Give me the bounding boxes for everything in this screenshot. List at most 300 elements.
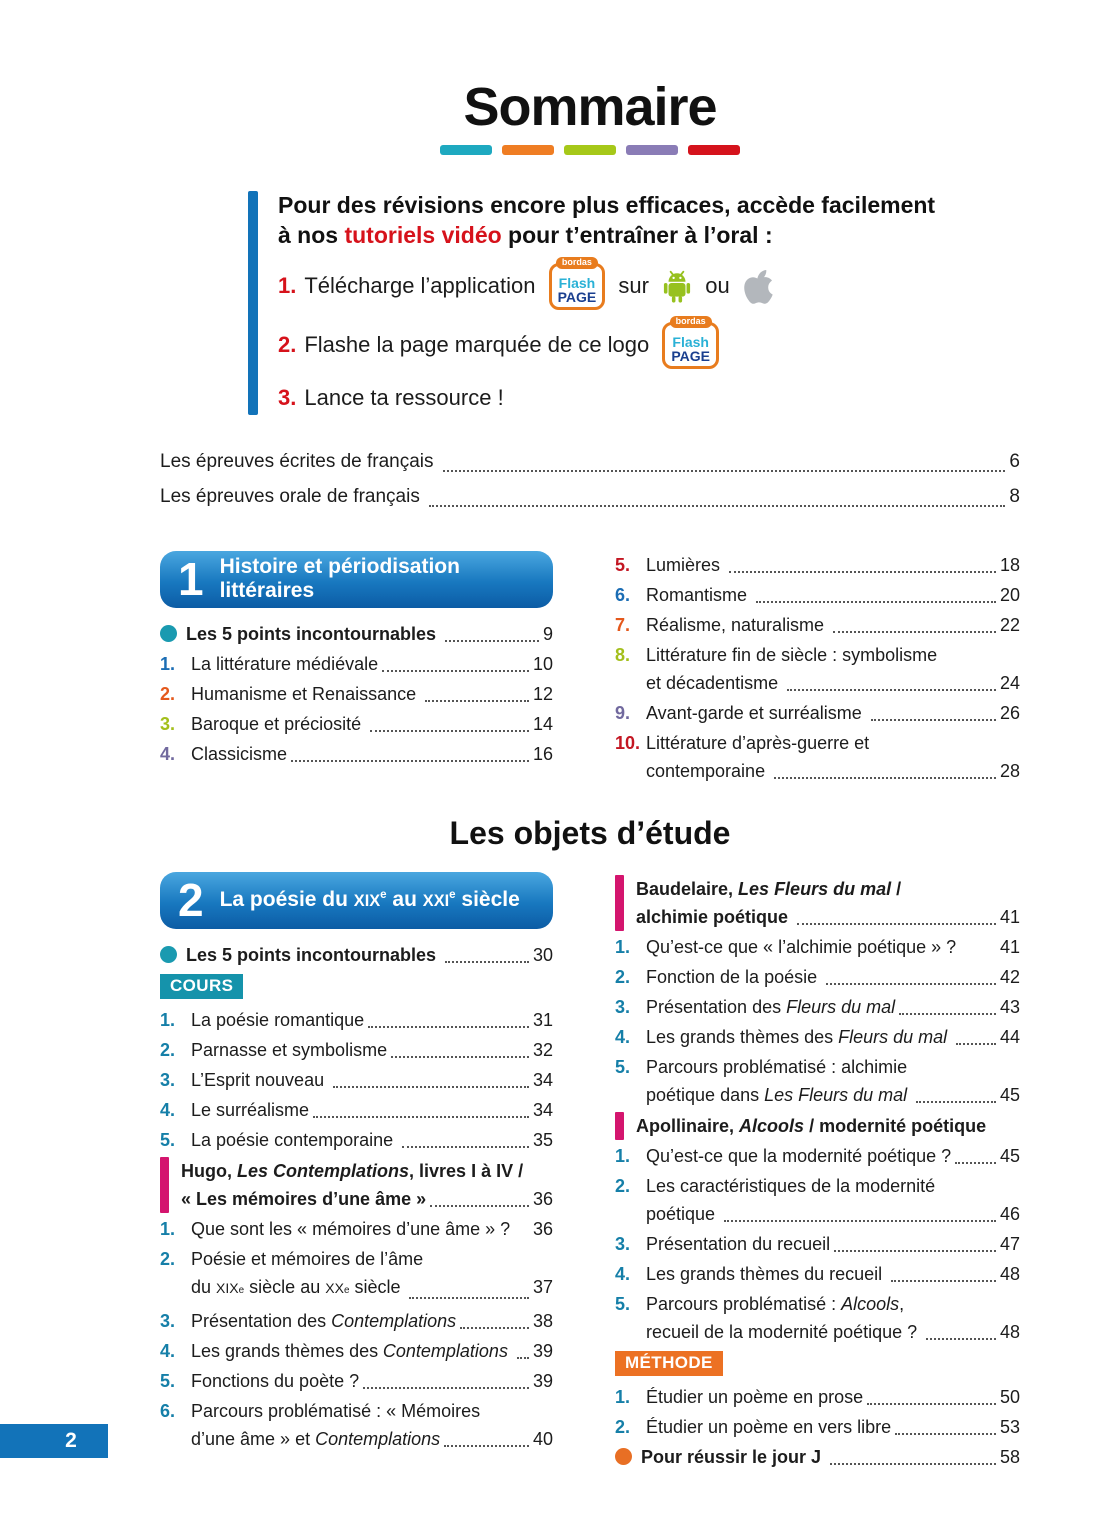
section-2-right-column	[615, 872, 1020, 1473]
entry-page: 58	[999, 1446, 1020, 1467]
entry-body	[160, 480, 1020, 513]
entry-body	[646, 1290, 1020, 1346]
text-segment: Baroque et préciosité	[191, 713, 367, 734]
title-bar	[440, 145, 492, 155]
toc-entry	[615, 1290, 1020, 1346]
text-segment: Présentation des	[646, 996, 787, 1017]
dot-leader	[774, 777, 996, 779]
entry-page: 34	[532, 1069, 553, 1090]
entry-number: 3.	[160, 1310, 176, 1331]
entry-page: 28	[999, 760, 1020, 781]
entry-number: 8.	[615, 644, 631, 665]
toc-entry	[615, 1230, 1020, 1258]
entry-line	[636, 1112, 1020, 1140]
entry-line	[646, 1413, 1020, 1441]
text-segment: Fonctions du poète ?	[191, 1370, 360, 1391]
text-segment: XIX	[353, 892, 381, 911]
entry-body	[191, 1066, 553, 1094]
entry-body	[636, 875, 1020, 931]
dot-leader	[895, 1433, 996, 1435]
text-segment: et décadentisme	[646, 672, 784, 693]
badge-row	[615, 1351, 1020, 1376]
entry-line	[191, 740, 553, 768]
title-bar	[626, 145, 678, 155]
entry-line	[186, 941, 553, 969]
entry-line	[646, 1200, 1020, 1228]
dot-leader	[382, 670, 529, 672]
text-segment: Pour réussir le jour J	[641, 1446, 827, 1467]
text-segment: Les Fleurs du mal	[738, 878, 892, 899]
entry-body	[191, 1006, 553, 1034]
toc-entry	[615, 611, 1020, 639]
text-segment: Contemplations	[382, 1340, 508, 1361]
text-segment: Lumières	[646, 554, 726, 575]
entry-body	[646, 699, 1020, 727]
toc-entry	[160, 1307, 553, 1335]
text-segment: Les Contemplations	[237, 1160, 410, 1181]
entry-body	[646, 641, 1020, 697]
toc-entry	[160, 620, 553, 648]
text-segment: La poésie romantique	[191, 1009, 365, 1030]
text-segment: /	[891, 878, 902, 899]
entry-page: 38	[532, 1310, 553, 1331]
entry-line	[646, 581, 1020, 609]
text-segment: du	[191, 1276, 217, 1297]
entry-line	[160, 480, 1020, 513]
intro-box	[248, 191, 1020, 415]
entry-body	[191, 680, 553, 708]
dot-leader	[445, 640, 539, 642]
entry-page: 34	[532, 1099, 553, 1120]
text-segment: ou	[699, 273, 736, 299]
entry-number: 5.	[615, 1293, 631, 1314]
text-segment: Littérature fin de siècle : symbolisme	[646, 644, 938, 665]
entry-number: 2.	[160, 1039, 176, 1060]
entry-line	[646, 729, 1020, 757]
entry-line	[160, 445, 1020, 478]
dot-leader	[313, 1116, 529, 1118]
entry-body	[191, 1096, 553, 1124]
bullet-icon	[160, 946, 177, 963]
entry-number: 2.	[160, 683, 176, 704]
entry-line	[636, 875, 1020, 903]
entry-number: 6.	[160, 1400, 176, 1421]
entry-line	[191, 1425, 553, 1453]
section-1-left-entries	[160, 620, 553, 768]
entry-page: 53	[999, 1416, 1020, 1437]
entry-line	[191, 1066, 553, 1094]
intro-lead-text	[278, 191, 935, 251]
entry-line	[191, 1036, 553, 1064]
text-segment: e	[238, 1284, 245, 1296]
dot-leader	[756, 601, 996, 603]
toc-entry	[615, 551, 1020, 579]
toc-entry	[160, 1066, 553, 1094]
title-underline-bars	[160, 145, 1020, 155]
entry-line	[646, 1081, 1020, 1109]
intro-body	[278, 191, 935, 415]
text-segment: Les 5 points incontournables	[186, 944, 442, 965]
entry-body	[646, 581, 1020, 609]
entry-number: 5.	[615, 1056, 631, 1077]
text-segment: Les épreuves orale de français	[160, 485, 426, 507]
entry-body	[191, 1307, 553, 1335]
dot-leader	[425, 700, 529, 702]
dot-leader	[955, 1162, 996, 1164]
toc-entry	[160, 650, 553, 678]
entry-line	[191, 1215, 553, 1243]
section-1-header	[160, 551, 553, 608]
entry-line	[646, 993, 1020, 1021]
section-2-grid	[160, 872, 1020, 1473]
text-segment: « Les mémoires d’une âme »	[181, 1188, 427, 1209]
section-title	[220, 888, 520, 912]
entry-page: 42	[999, 966, 1020, 987]
text-segment: Réalisme, naturalisme	[646, 614, 830, 635]
toc-entry	[615, 581, 1020, 609]
entry-line	[646, 1053, 1020, 1081]
dot-leader	[444, 1445, 529, 1447]
title-bar	[502, 145, 554, 155]
text-segment: littéraires	[219, 579, 315, 603]
page-number-bar	[0, 1424, 108, 1458]
section-1-right-entries	[615, 551, 1020, 785]
section-title	[220, 555, 460, 603]
entry-page: 43	[999, 996, 1020, 1017]
title-bar	[688, 145, 740, 155]
entry-number: 7.	[615, 614, 631, 635]
text-segment: Avant-garde et surréalisme	[646, 702, 867, 723]
bullet-icon	[160, 625, 177, 642]
toc-entry	[615, 729, 1020, 785]
text-segment: alchimie poétique	[636, 906, 794, 927]
apple-icon	[741, 267, 773, 305]
text-segment: Contemplations	[331, 1310, 457, 1331]
toc-entry	[160, 1157, 553, 1213]
entry-line	[646, 1172, 1020, 1200]
toc-entry	[615, 699, 1020, 727]
entry-page: 45	[999, 1145, 1020, 1166]
step-text	[304, 256, 777, 310]
entry-line	[191, 1367, 553, 1395]
text-segment: La littérature médiévale	[191, 653, 379, 674]
badge-methode: MÉTHODE	[615, 1351, 723, 1376]
toc-entry	[615, 1112, 1020, 1140]
dot-leader	[517, 1357, 529, 1359]
section-number: 1	[178, 553, 204, 606]
toc-entry	[160, 1337, 553, 1365]
entry-body	[636, 1112, 1020, 1140]
step-text	[304, 315, 726, 369]
section-1-left-column	[160, 551, 553, 770]
entry-body	[191, 1126, 553, 1154]
toc-entry	[160, 740, 553, 768]
entry-line	[646, 699, 1020, 727]
text-segment: siècle	[455, 888, 520, 912]
text-segment: siècle au	[244, 1276, 326, 1297]
entry-page: 16	[532, 743, 553, 764]
entry-body	[191, 710, 553, 738]
text-segment: siècle	[349, 1276, 406, 1297]
entry-page: 36	[532, 1188, 553, 1209]
dot-leader	[443, 470, 1006, 472]
entry-body	[181, 1157, 553, 1213]
text-segment: Hugo,	[181, 1160, 237, 1181]
entry-number: 4.	[160, 1099, 176, 1120]
dot-leader	[867, 1403, 996, 1405]
entry-page: 36	[532, 1218, 553, 1239]
entry-body	[646, 729, 1020, 785]
entry-body	[646, 993, 1020, 1021]
toc-entry	[615, 1260, 1020, 1288]
toc-entry	[160, 1036, 553, 1064]
entry-number: 1.	[615, 1386, 631, 1407]
entry-body	[191, 650, 553, 678]
text-segment: Apollinaire,	[636, 1115, 740, 1136]
toc-entry	[615, 1142, 1020, 1170]
toc-entry	[160, 1006, 553, 1034]
text-segment: Les grands thèmes du recueil	[646, 1263, 888, 1284]
entry-line	[646, 1230, 1020, 1258]
text-segment: Flashe la page marquée de ce logo	[304, 332, 656, 358]
entry-number: 5.	[160, 1129, 176, 1150]
step-number: 3.	[278, 384, 297, 410]
text-segment: Présentation des	[191, 1310, 332, 1331]
entry-line	[191, 650, 553, 678]
entry-body	[646, 963, 1020, 991]
dot-leader	[370, 730, 529, 732]
text-segment: Qu’est-ce que la modernité poétique ?	[646, 1145, 952, 1166]
text-segment: Pour des révisions encore plus efficaces, accède facilement	[278, 192, 936, 218]
toc-entry	[160, 1126, 553, 1154]
dot-leader	[460, 1327, 529, 1329]
entry-number: 5.	[615, 554, 631, 575]
text-segment: Qu’est-ce que « l’alchimie poétique » ?	[646, 936, 962, 957]
dot-leader	[409, 1297, 528, 1299]
dot-leader	[833, 631, 996, 633]
toc-top-list	[160, 445, 1020, 513]
entry-line	[646, 933, 1020, 961]
entry-number: 3.	[160, 713, 176, 734]
entry-line	[646, 1260, 1020, 1288]
flashpage-bordas-tab: bordas	[670, 316, 712, 328]
toc-entry	[160, 1096, 553, 1124]
entry-page: 41	[999, 906, 1020, 927]
text-segment: Baudelaire,	[636, 878, 739, 899]
text-segment: L’Esprit nouveau	[191, 1069, 330, 1090]
entry-number: 1.	[160, 1218, 176, 1239]
text-segment: ,	[899, 1293, 905, 1314]
entry-page: 40	[532, 1428, 553, 1449]
text-segment: à nos	[278, 221, 345, 248]
toc-entry	[160, 1397, 553, 1453]
entry-line	[646, 551, 1020, 579]
toc-entry	[160, 680, 553, 708]
entry-number: 4.	[160, 743, 176, 764]
flashpage-page-text: PAGE	[671, 347, 711, 364]
dot-leader	[926, 1338, 996, 1340]
text-segment: Contemplations	[315, 1428, 441, 1449]
entry-page: 48	[999, 1263, 1020, 1284]
entry-page: 32	[532, 1039, 553, 1060]
text-segment: Romantisme	[646, 584, 753, 605]
section-accent-bar	[615, 1112, 624, 1140]
entry-line	[186, 620, 553, 648]
page-title: Sommaire	[463, 77, 717, 137]
entry-body	[646, 1230, 1020, 1258]
text-segment: Fonction de la poésie	[646, 966, 823, 987]
toc-entry	[615, 1443, 1020, 1471]
entry-page: 47	[999, 1233, 1020, 1254]
entry-line	[191, 1337, 553, 1365]
entry-body	[646, 1260, 1020, 1288]
entry-page: 14	[532, 713, 553, 734]
text-segment: Que sont les « mémoires d’une âme » ?	[191, 1218, 516, 1239]
toc-entry	[160, 445, 1020, 478]
entry-body	[191, 1215, 553, 1243]
text-segment: d’une âme » et	[191, 1428, 316, 1449]
text-segment: poétique dans	[646, 1084, 765, 1105]
text-segment: e	[449, 889, 456, 902]
text-segment: Poésie et mémoires de l’âme	[191, 1248, 424, 1269]
toc-entry	[160, 480, 1020, 513]
page-number: 2	[65, 1429, 77, 1452]
entry-number: 4.	[615, 1026, 631, 1047]
entry-line	[646, 1142, 1020, 1170]
toc-entry	[615, 1383, 1020, 1411]
entry-line	[646, 611, 1020, 639]
text-segment	[907, 1081, 912, 1109]
toc-entry	[615, 933, 1020, 961]
toc-entry	[615, 993, 1020, 1021]
toc-entry	[615, 963, 1020, 991]
entry-page: 18	[999, 554, 1020, 575]
text-segment: Humanisme et Renaissance	[191, 683, 422, 704]
text-segment: , livres I à IV /	[409, 1160, 524, 1181]
bullet-icon	[615, 1448, 632, 1465]
text-segment	[508, 1337, 513, 1365]
text-segment: Lance ta ressource !	[304, 384, 504, 410]
flashpage-flash-text: Flash	[558, 274, 596, 291]
entry-line	[636, 903, 1020, 931]
entry-line	[191, 1307, 553, 1335]
text-segment: Parcours problématisé : « Mémoires	[191, 1400, 481, 1421]
android-icon	[660, 267, 694, 305]
entry-number: 1.	[615, 936, 631, 957]
section-accent-bar	[160, 1157, 169, 1213]
entry-line	[646, 1318, 1020, 1346]
entry-page: 37	[532, 1276, 553, 1297]
entry-line	[646, 641, 1020, 669]
entry-number: 1.	[160, 653, 176, 674]
entry-number: 10.	[615, 732, 641, 753]
text-segment: Étudier un poème en prose	[646, 1386, 864, 1407]
flashpage-logo	[549, 256, 606, 310]
entry-body	[646, 1413, 1020, 1441]
entry-body	[191, 1036, 553, 1064]
dot-leader	[830, 1463, 996, 1465]
text-segment: / modernité poétique	[804, 1115, 987, 1136]
intro-step	[278, 315, 935, 369]
entry-page: 9	[542, 623, 553, 644]
text-segment: Fleurs du mal	[786, 996, 896, 1017]
dot-leader	[368, 1026, 529, 1028]
text-segment: XX	[325, 1279, 344, 1296]
entry-page: 46	[999, 1203, 1020, 1224]
entry-line	[191, 1273, 553, 1305]
flashpage-logo	[662, 315, 719, 369]
entry-number: 3.	[615, 1233, 631, 1254]
dot-leader	[363, 1387, 529, 1389]
entry-number: 5.	[160, 1370, 176, 1391]
text-segment: La poésie du	[219, 888, 354, 912]
dot-leader	[429, 505, 1005, 507]
entry-line	[191, 1096, 553, 1124]
step-text	[304, 385, 503, 411]
text-segment	[947, 1023, 952, 1051]
dot-leader	[391, 1056, 529, 1058]
entry-page: 50	[999, 1386, 1020, 1407]
text-segment: au	[386, 888, 423, 912]
entry-body	[641, 1443, 1020, 1471]
entry-number: 6.	[615, 584, 631, 605]
entry-body	[160, 445, 1020, 478]
text-segment: Les Fleurs du mal	[764, 1084, 908, 1105]
objets-detude-heading: Les objets d’étude	[449, 814, 731, 851]
entry-page: 31	[532, 1009, 553, 1030]
title-bar	[564, 145, 616, 155]
entry-page: 39	[532, 1370, 553, 1391]
text-segment: e	[343, 1284, 350, 1296]
entry-page: 22	[999, 614, 1020, 635]
entry-line	[191, 680, 553, 708]
text-segment: Classicisme	[191, 743, 288, 764]
dot-leader	[729, 571, 996, 573]
entry-line	[191, 710, 553, 738]
entry-line	[191, 1126, 553, 1154]
entry-page: 10	[532, 653, 553, 674]
section-1-right-column	[615, 551, 1020, 787]
entry-page: 45	[999, 1084, 1020, 1105]
dot-leader	[834, 1250, 996, 1252]
text-segment: Parcours problématisé :	[646, 1293, 842, 1314]
flashpage-page-text: PAGE	[557, 288, 597, 305]
text-segment: XXI	[422, 892, 450, 911]
entry-line	[646, 963, 1020, 991]
text-segment: e	[380, 889, 387, 902]
text-segment: Le surréalisme	[191, 1099, 310, 1120]
entry-body	[646, 1142, 1020, 1170]
entry-body	[646, 1023, 1020, 1051]
badge-row	[160, 974, 553, 999]
text-segment: Fleurs du mal	[838, 1026, 948, 1047]
toc-entry	[615, 1172, 1020, 1228]
text-segment: pour t’entraîner à l’oral :	[501, 221, 773, 248]
entry-body	[646, 611, 1020, 639]
text-segment: poétique	[646, 1203, 721, 1224]
text-segment: Les grands thèmes des	[191, 1340, 384, 1361]
dot-leader	[333, 1086, 529, 1088]
entry-body	[646, 933, 1020, 961]
intro-step	[278, 381, 935, 415]
entry-number: 1.	[615, 1145, 631, 1166]
dot-leader	[787, 689, 996, 691]
flashpage-flash-text: Flash	[672, 333, 709, 350]
text-segment: XIX	[216, 1279, 239, 1296]
text-segment: Parcours problématisé : alchimie	[646, 1056, 908, 1077]
entry-page: 12	[532, 683, 553, 704]
section-number: 2	[178, 874, 204, 927]
